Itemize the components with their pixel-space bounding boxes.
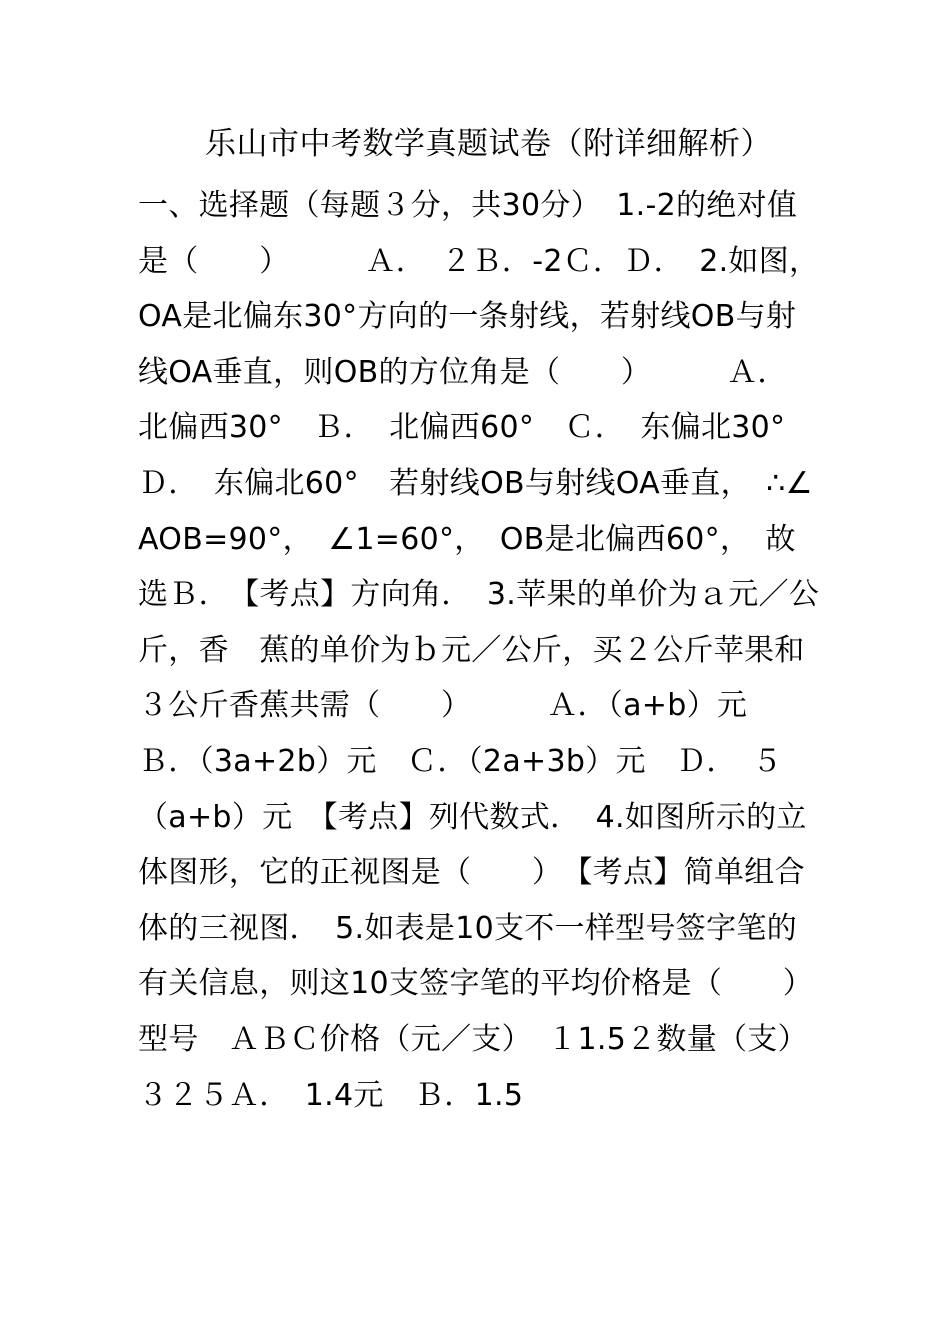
document-body-text: 一、选择题（每题３分，共30分） 1.-2的绝对值是（ ） Ａ． ２Ｂ．-2Ｃ．Ｄ． 2.如图，OA是北偏东30°方向的一条射线，若射线OB与射 线OA垂直，则OB的方位角是（ ） Ａ． 北偏西30° Ｂ． 北偏西60° Ｃ． 东偏北30° Ｄ． 东偏北60° 若射线OB与射线OA垂直， ∴∠AOB=90°， ∠1=60°， OB是北偏西60°， 故选Ｂ． 【考点】方向角． 3.苹果的单价为ａ元／公斤，香 蕉的单价为ｂ元／公斤，买２公斤苹果和３公斤香蕉共需（ ） Ａ．（a+b）元 Ｂ．（3a+2b）元 Ｃ．（2a+3b）元 Ｄ． ５（a+b）元 【考点】列代数式． 4.如图所示的立体图形，它的正视图是（ ） 【考点】简单组合体的三视图． 5.如表是10支不一样型号签字笔的有关信息，则这10支签字笔的平均价格是（ ） 型号 ＡＢＣ价格（元／支） １1.5２数量（支） ３２５Ａ． 1.4元 Ｂ．1.5 — [138, 188, 829, 1113]
document-title: 乐山市中考数学真题试卷（附详细解析） — [205, 126, 772, 162]
